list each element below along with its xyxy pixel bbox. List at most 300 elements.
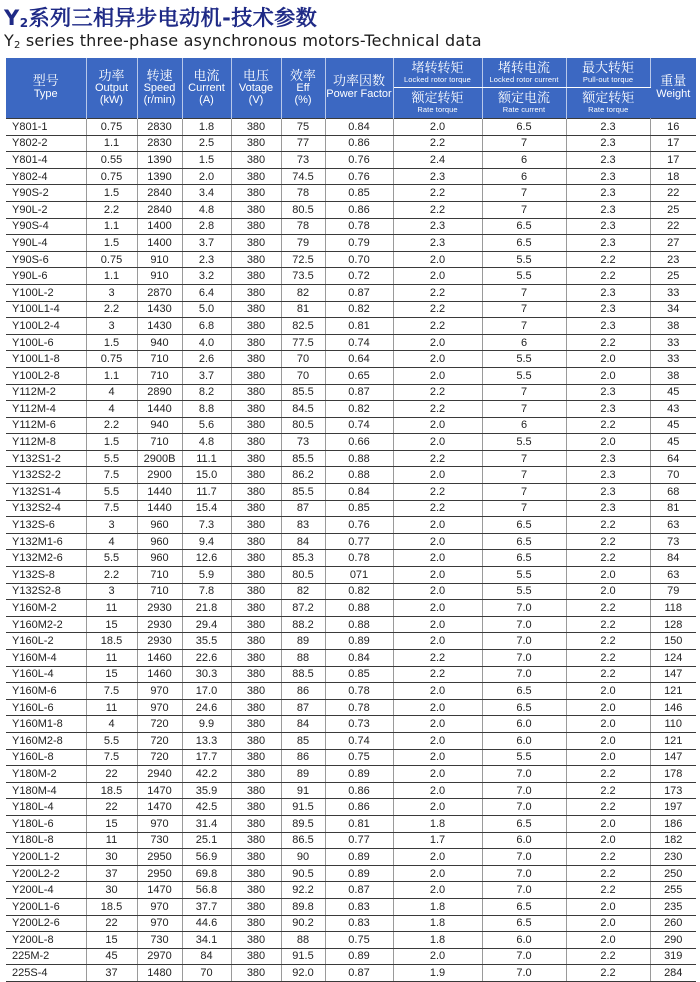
- cell-efficiency: 88: [281, 932, 325, 949]
- cell-power-factor: 0.87: [325, 965, 393, 982]
- cell-efficiency: 86.5: [281, 832, 325, 849]
- cell-locked-torque-ratio: 2.0: [393, 849, 482, 866]
- cell-output: 1.5: [86, 434, 137, 451]
- cell-speed: 970: [137, 898, 182, 915]
- header-rate-current: 额定电流 Rate current: [482, 88, 566, 119]
- cell-efficiency: 88.5: [281, 666, 325, 683]
- cell-current: 3.4: [182, 185, 231, 202]
- cell-pull-out-torque-ratio: 2.0: [566, 732, 650, 749]
- cell-pull-out-torque-ratio: 2.3: [566, 168, 650, 185]
- cell-voltage: 380: [231, 882, 281, 899]
- cell-weight: 147: [650, 666, 696, 683]
- cell-locked-current-ratio: 6.5: [482, 533, 566, 550]
- cell-speed: 720: [137, 716, 182, 733]
- cell-type: Y90L-6: [6, 268, 86, 285]
- cell-weight: 255: [650, 882, 696, 899]
- cell-type: Y132M1-6: [6, 533, 86, 550]
- table-row: [6, 865, 696, 882]
- table-row: [6, 500, 696, 517]
- cell-power-factor: 0.82: [325, 401, 393, 418]
- cell-locked-torque-ratio: 2.0: [393, 251, 482, 268]
- cell-pull-out-torque-ratio: 2.2: [566, 268, 650, 285]
- cell-pull-out-torque-ratio: 2.2: [566, 633, 650, 650]
- cell-voltage: 380: [231, 218, 281, 235]
- header-efficiency: 效率 Eff (%): [281, 58, 325, 119]
- cell-locked-torque-ratio: 2.0: [393, 517, 482, 534]
- cell-locked-torque-ratio: 2.0: [393, 633, 482, 650]
- cell-power-factor: 0.82: [325, 301, 393, 318]
- cell-pull-out-torque-ratio: 2.0: [566, 434, 650, 451]
- cell-current: 56.8: [182, 882, 231, 899]
- cell-efficiency: 82.5: [281, 318, 325, 335]
- cell-speed: 2870: [137, 284, 182, 301]
- cell-locked-current-ratio: 7: [482, 450, 566, 467]
- cell-efficiency: 88.2: [281, 616, 325, 633]
- cell-speed: 970: [137, 683, 182, 700]
- table-row: [6, 882, 696, 899]
- cell-efficiency: 80.5: [281, 201, 325, 218]
- cell-efficiency: 84: [281, 716, 325, 733]
- cell-output: 0.55: [86, 152, 137, 169]
- cell-speed: 720: [137, 749, 182, 766]
- cell-power-factor: 0.75: [325, 749, 393, 766]
- cell-power-factor: 0.73: [325, 716, 393, 733]
- cell-current: 15.0: [182, 467, 231, 484]
- cell-efficiency: 87: [281, 699, 325, 716]
- cell-type: Y100L1-8: [6, 351, 86, 368]
- cell-power-factor: 0.79: [325, 235, 393, 252]
- cell-pull-out-torque-ratio: 2.2: [566, 948, 650, 965]
- table-row: [6, 666, 696, 683]
- cell-locked-torque-ratio: 2.2: [393, 484, 482, 501]
- cell-locked-torque-ratio: 2.2: [393, 666, 482, 683]
- cell-current: 42.5: [182, 799, 231, 816]
- cell-weight: 110: [650, 716, 696, 733]
- cell-speed: 960: [137, 550, 182, 567]
- cell-speed: 970: [137, 915, 182, 932]
- cell-speed: 960: [137, 517, 182, 534]
- cell-type: Y112M-8: [6, 434, 86, 451]
- cell-speed: 2830: [137, 135, 182, 152]
- cell-efficiency: 73: [281, 434, 325, 451]
- cell-locked-torque-ratio: 2.0: [393, 699, 482, 716]
- cell-locked-torque-ratio: 2.0: [393, 782, 482, 799]
- cell-voltage: 380: [231, 898, 281, 915]
- cell-current: 5.6: [182, 417, 231, 434]
- cell-speed: 2840: [137, 185, 182, 202]
- cell-current: 3.7: [182, 235, 231, 252]
- cell-output: 3: [86, 284, 137, 301]
- header-voltage: 电压 Votage (V): [231, 58, 281, 119]
- cell-efficiency: 91.5: [281, 948, 325, 965]
- cell-output: 3: [86, 318, 137, 335]
- cell-locked-current-ratio: 7.0: [482, 666, 566, 683]
- table-row: [6, 168, 696, 185]
- cell-locked-torque-ratio: 2.0: [393, 882, 482, 899]
- cell-weight: 16: [650, 119, 696, 136]
- cell-speed: 1470: [137, 882, 182, 899]
- cell-locked-current-ratio: 7.0: [482, 948, 566, 965]
- cell-speed: 910: [137, 268, 182, 285]
- cell-type: Y180M-2: [6, 766, 86, 783]
- cell-pull-out-torque-ratio: 2.3: [566, 185, 650, 202]
- cell-type: Y90S-4: [6, 218, 86, 235]
- cell-power-factor: 0.84: [325, 484, 393, 501]
- cell-efficiency: 83: [281, 517, 325, 534]
- cell-voltage: 380: [231, 633, 281, 650]
- cell-efficiency: 85.5: [281, 384, 325, 401]
- cell-efficiency: 92.2: [281, 882, 325, 899]
- cell-speed: 2970: [137, 948, 182, 965]
- cell-output: 30: [86, 849, 137, 866]
- cell-efficiency: 89.5: [281, 815, 325, 832]
- table-row: [6, 716, 696, 733]
- cell-locked-current-ratio: 5.5: [482, 251, 566, 268]
- cell-power-factor: 0.76: [325, 168, 393, 185]
- cell-current: 2.8: [182, 218, 231, 235]
- table-row: [6, 616, 696, 633]
- cell-locked-torque-ratio: 2.2: [393, 401, 482, 418]
- cell-pull-out-torque-ratio: 2.3: [566, 284, 650, 301]
- cell-type: Y200L1-6: [6, 898, 86, 915]
- cell-power-factor: 0.86: [325, 782, 393, 799]
- cell-pull-out-torque-ratio: 2.2: [566, 600, 650, 617]
- cell-output: 1.5: [86, 185, 137, 202]
- cell-weight: 63: [650, 567, 696, 584]
- cell-speed: 2930: [137, 633, 182, 650]
- table-row: [6, 517, 696, 534]
- cell-locked-current-ratio: 7.0: [482, 650, 566, 667]
- cell-pull-out-torque-ratio: 2.3: [566, 301, 650, 318]
- cell-power-factor: 0.87: [325, 882, 393, 899]
- cell-type: Y100L2-8: [6, 367, 86, 384]
- cell-voltage: 380: [231, 583, 281, 600]
- header-type: 型号 Type: [6, 58, 86, 119]
- cell-weight: 33: [650, 284, 696, 301]
- cell-output: 1.1: [86, 268, 137, 285]
- cell-speed: 2830: [137, 119, 182, 136]
- cell-speed: 1430: [137, 301, 182, 318]
- cell-efficiency: 70: [281, 351, 325, 368]
- cell-weight: 146: [650, 699, 696, 716]
- cell-type: Y100L-6: [6, 334, 86, 351]
- cell-locked-current-ratio: 6.5: [482, 915, 566, 932]
- cell-locked-current-ratio: 7.0: [482, 882, 566, 899]
- table-row: [6, 235, 696, 252]
- cell-speed: 730: [137, 932, 182, 949]
- cell-efficiency: 85.5: [281, 450, 325, 467]
- cell-power-factor: 0.83: [325, 915, 393, 932]
- cell-weight: 38: [650, 367, 696, 384]
- cell-type: Y100L2-4: [6, 318, 86, 335]
- cell-type: Y160M-2: [6, 600, 86, 617]
- cell-type: Y160M2-2: [6, 616, 86, 633]
- cell-locked-torque-ratio: 2.0: [393, 119, 482, 136]
- cell-locked-current-ratio: 7: [482, 384, 566, 401]
- cell-locked-torque-ratio: 2.2: [393, 318, 482, 335]
- cell-type: Y200L-4: [6, 882, 86, 899]
- table-row: [6, 201, 696, 218]
- cell-pull-out-torque-ratio: 2.2: [566, 616, 650, 633]
- cell-efficiency: 84.5: [281, 401, 325, 418]
- cell-pull-out-torque-ratio: 2.0: [566, 898, 650, 915]
- cell-locked-torque-ratio: 2.0: [393, 865, 482, 882]
- page-title-english: $Y_2$ series three-phase asynchronous motors-Technical data: [4, 31, 482, 51]
- cell-locked-torque-ratio: 2.0: [393, 799, 482, 816]
- cell-current: 6.4: [182, 284, 231, 301]
- cell-output: 11: [86, 699, 137, 716]
- cell-locked-torque-ratio: 2.0: [393, 683, 482, 700]
- cell-efficiency: 85: [281, 732, 325, 749]
- motor-data-table: [6, 58, 696, 982]
- cell-weight: 284: [650, 965, 696, 982]
- cell-current: 7.3: [182, 517, 231, 534]
- cell-output: 37: [86, 865, 137, 882]
- cell-power-factor: 0.78: [325, 699, 393, 716]
- cell-pull-out-torque-ratio: 2.0: [566, 932, 650, 949]
- cell-current: 8.2: [182, 384, 231, 401]
- cell-weight: 290: [650, 932, 696, 949]
- cell-locked-current-ratio: 7: [482, 301, 566, 318]
- cell-locked-torque-ratio: 2.4: [393, 152, 482, 169]
- cell-current: 84: [182, 948, 231, 965]
- cell-voltage: 380: [231, 251, 281, 268]
- cell-current: 4.8: [182, 201, 231, 218]
- cell-locked-current-ratio: 6: [482, 168, 566, 185]
- cell-current: 3.2: [182, 268, 231, 285]
- cell-power-factor: 0.88: [325, 616, 393, 633]
- cell-locked-torque-ratio: 2.0: [393, 351, 482, 368]
- cell-efficiency: 86: [281, 749, 325, 766]
- cell-pull-out-torque-ratio: 2.2: [566, 799, 650, 816]
- cell-output: 7.5: [86, 500, 137, 517]
- cell-current: 24.6: [182, 699, 231, 716]
- cell-voltage: 380: [231, 318, 281, 335]
- cell-power-factor: 0.77: [325, 832, 393, 849]
- table-row: [6, 699, 696, 716]
- cell-voltage: 380: [231, 484, 281, 501]
- cell-efficiency: 70: [281, 367, 325, 384]
- cell-output: 11: [86, 600, 137, 617]
- cell-locked-current-ratio: 6.5: [482, 699, 566, 716]
- cell-locked-torque-ratio: 2.0: [393, 334, 482, 351]
- cell-current: 12.6: [182, 550, 231, 567]
- cell-output: 5.5: [86, 550, 137, 567]
- cell-weight: 260: [650, 915, 696, 932]
- cell-weight: 178: [650, 766, 696, 783]
- cell-current: 2.3: [182, 251, 231, 268]
- cell-pull-out-torque-ratio: 2.0: [566, 815, 650, 832]
- cell-power-factor: 0.78: [325, 218, 393, 235]
- cell-current: 2.6: [182, 351, 231, 368]
- table-row: [6, 898, 696, 915]
- cell-voltage: 380: [231, 185, 281, 202]
- table-row: [6, 334, 696, 351]
- cell-voltage: 380: [231, 168, 281, 185]
- cell-locked-torque-ratio: 2.0: [393, 417, 482, 434]
- cell-speed: 1400: [137, 235, 182, 252]
- cell-locked-current-ratio: 6.0: [482, 732, 566, 749]
- cell-locked-current-ratio: 7.0: [482, 849, 566, 866]
- cell-voltage: 380: [231, 351, 281, 368]
- cell-output: 7.5: [86, 749, 137, 766]
- cell-output: 30: [86, 882, 137, 899]
- table-row: [6, 301, 696, 318]
- cell-voltage: 380: [231, 849, 281, 866]
- page-title-chinese: $Y_2$系列三相异步电动机-技术参数: [4, 6, 318, 30]
- cell-pull-out-torque-ratio: 2.0: [566, 367, 650, 384]
- cell-efficiency: 86.2: [281, 467, 325, 484]
- table-row: [6, 600, 696, 617]
- cell-speed: 1470: [137, 799, 182, 816]
- cell-speed: 970: [137, 815, 182, 832]
- cell-output: 7.5: [86, 467, 137, 484]
- cell-weight: 27: [650, 235, 696, 252]
- cell-locked-torque-ratio: 2.2: [393, 500, 482, 517]
- cell-output: 1.1: [86, 218, 137, 235]
- cell-type: Y160M2-8: [6, 732, 86, 749]
- cell-speed: 1440: [137, 484, 182, 501]
- cell-power-factor: 0.74: [325, 417, 393, 434]
- cell-current: 70: [182, 965, 231, 982]
- cell-type: Y160L-4: [6, 666, 86, 683]
- cell-efficiency: 80.5: [281, 417, 325, 434]
- cell-output: 0.75: [86, 351, 137, 368]
- cell-type: Y200L2-2: [6, 865, 86, 882]
- cell-speed: 970: [137, 699, 182, 716]
- cell-voltage: 380: [231, 766, 281, 783]
- cell-speed: 710: [137, 351, 182, 368]
- cell-current: 2.5: [182, 135, 231, 152]
- cell-locked-current-ratio: 7.0: [482, 616, 566, 633]
- cell-current: 22.6: [182, 650, 231, 667]
- cell-weight: 68: [650, 484, 696, 501]
- cell-locked-current-ratio: 6.5: [482, 235, 566, 252]
- cell-power-factor: 071: [325, 567, 393, 584]
- table-row: [6, 450, 696, 467]
- cell-voltage: 380: [231, 334, 281, 351]
- cell-efficiency: 87: [281, 500, 325, 517]
- cell-type: Y160M-4: [6, 650, 86, 667]
- table-row: [6, 484, 696, 501]
- cell-voltage: 380: [231, 782, 281, 799]
- cell-locked-current-ratio: 5.5: [482, 567, 566, 584]
- cell-current: 15.4: [182, 500, 231, 517]
- cell-pull-out-torque-ratio: 2.0: [566, 749, 650, 766]
- table-row: [6, 965, 696, 982]
- cell-power-factor: 0.88: [325, 600, 393, 617]
- cell-voltage: 380: [231, 152, 281, 169]
- cell-locked-torque-ratio: 2.2: [393, 135, 482, 152]
- cell-weight: 33: [650, 334, 696, 351]
- cell-current: 17.7: [182, 749, 231, 766]
- table-row: [6, 832, 696, 849]
- cell-efficiency: 89: [281, 633, 325, 650]
- cell-weight: 64: [650, 450, 696, 467]
- cell-type: Y200L1-2: [6, 849, 86, 866]
- cell-type: Y160L-2: [6, 633, 86, 650]
- cell-pull-out-torque-ratio: 2.3: [566, 401, 650, 418]
- cell-type: Y132S1-2: [6, 450, 86, 467]
- cell-current: 35.9: [182, 782, 231, 799]
- cell-current: 8.8: [182, 401, 231, 418]
- cell-speed: 2930: [137, 616, 182, 633]
- cell-locked-torque-ratio: 2.0: [393, 268, 482, 285]
- cell-pull-out-torque-ratio: 2.0: [566, 832, 650, 849]
- cell-weight: 250: [650, 865, 696, 882]
- cell-power-factor: 0.89: [325, 948, 393, 965]
- cell-pull-out-torque-ratio: 2.3: [566, 384, 650, 401]
- cell-efficiency: 82: [281, 583, 325, 600]
- cell-locked-current-ratio: 5.5: [482, 268, 566, 285]
- cell-current: 6.8: [182, 318, 231, 335]
- cell-output: 15: [86, 666, 137, 683]
- cell-type: Y90S-2: [6, 185, 86, 202]
- cell-locked-current-ratio: 7.0: [482, 600, 566, 617]
- cell-efficiency: 91.5: [281, 799, 325, 816]
- cell-power-factor: 0.89: [325, 766, 393, 783]
- cell-locked-current-ratio: 5.5: [482, 434, 566, 451]
- cell-power-factor: 0.89: [325, 849, 393, 866]
- cell-efficiency: 84: [281, 533, 325, 550]
- cell-voltage: 380: [231, 417, 281, 434]
- cell-current: 35.5: [182, 633, 231, 650]
- cell-power-factor: 0.82: [325, 583, 393, 600]
- table-row: [6, 268, 696, 285]
- cell-efficiency: 89: [281, 766, 325, 783]
- cell-weight: 230: [650, 849, 696, 866]
- cell-current: 44.6: [182, 915, 231, 932]
- cell-locked-torque-ratio: 2.0: [393, 716, 482, 733]
- cell-voltage: 380: [231, 650, 281, 667]
- cell-power-factor: 0.88: [325, 450, 393, 467]
- header-weight: 重量 Weight: [650, 58, 696, 119]
- cell-efficiency: 87.2: [281, 600, 325, 617]
- cell-pull-out-torque-ratio: 2.2: [566, 766, 650, 783]
- cell-voltage: 380: [231, 517, 281, 534]
- cell-speed: 710: [137, 367, 182, 384]
- cell-efficiency: 92.0: [281, 965, 325, 982]
- cell-output: 5.5: [86, 450, 137, 467]
- cell-weight: 22: [650, 218, 696, 235]
- cell-voltage: 380: [231, 235, 281, 252]
- cell-locked-current-ratio: 6: [482, 417, 566, 434]
- table-row: [6, 467, 696, 484]
- cell-pull-out-torque-ratio: 2.2: [566, 517, 650, 534]
- cell-pull-out-torque-ratio: 2.2: [566, 417, 650, 434]
- cell-voltage: 380: [231, 683, 281, 700]
- cell-type: Y90S-6: [6, 251, 86, 268]
- cell-voltage: 380: [231, 915, 281, 932]
- cell-power-factor: 0.81: [325, 318, 393, 335]
- cell-weight: 17: [650, 152, 696, 169]
- cell-efficiency: 78: [281, 185, 325, 202]
- cell-output: 15: [86, 815, 137, 832]
- cell-locked-current-ratio: 6.0: [482, 932, 566, 949]
- table-row: [6, 417, 696, 434]
- cell-output: 7.5: [86, 683, 137, 700]
- page-title-block: [0, 0, 700, 57]
- cell-locked-torque-ratio: 1.8: [393, 915, 482, 932]
- cell-speed: 1470: [137, 782, 182, 799]
- table-row: [6, 749, 696, 766]
- cell-locked-current-ratio: 6: [482, 334, 566, 351]
- cell-weight: 147: [650, 749, 696, 766]
- cell-current: 1.5: [182, 152, 231, 169]
- cell-weight: 23: [650, 251, 696, 268]
- cell-power-factor: 0.74: [325, 732, 393, 749]
- header-locked-rotor-current: 堵转电流 Locked rotor current: [482, 58, 566, 88]
